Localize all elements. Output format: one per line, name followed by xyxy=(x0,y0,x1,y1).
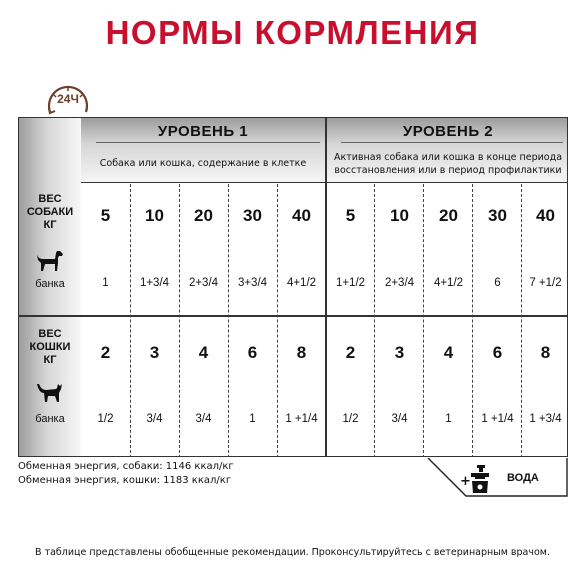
cat-amount-cell: 1 +1/4 xyxy=(285,413,318,425)
cat-weight-cell: 6 xyxy=(247,343,258,362)
cat-amount-cell: 1 +1/4 xyxy=(481,413,514,425)
dog-weight-cell: 20 xyxy=(439,206,458,225)
dog-amount-cell: 4+1/2 xyxy=(286,277,317,289)
dog-weight-cell: 10 xyxy=(390,206,409,225)
level1-description: Собака или кошка, содержание в клетке xyxy=(99,158,307,169)
cat-amount-cell: 3/4 xyxy=(391,413,408,425)
dog-weight-cell: 5 xyxy=(100,206,111,225)
dog-amount-cell: 1+3/4 xyxy=(139,277,170,289)
cat-weight-cell: 6 xyxy=(492,343,503,362)
cat-icon xyxy=(35,381,65,407)
footnote: В таблице представлены обобщенные рекомендации. Проконсультируйтесь с ветеринарным врачом. xyxy=(35,547,550,558)
dog-weight-cell: 20 xyxy=(194,206,213,225)
cat-amount-cell: 1/2 xyxy=(342,413,359,425)
dog-weight-cell: 5 xyxy=(345,206,356,225)
cat-weight-cell: 8 xyxy=(296,343,307,362)
cat-weight-cell: 4 xyxy=(198,343,209,362)
dog-amount-cell: 1 xyxy=(102,277,109,289)
cat-weight-cell: 2 xyxy=(100,343,111,362)
dog-amount-cell: 3+3/4 xyxy=(237,277,268,289)
dog-amount-cell: 7 +1/2 xyxy=(529,277,562,289)
level2-description: Активная собака или кошка в конце периода восстановления или в период профилактики xyxy=(333,152,563,176)
cat-amount-cell: 1 +3/4 xyxy=(529,413,562,425)
dog-weight-cell: 30 xyxy=(488,206,507,225)
dog-amount-cell: 4+1/2 xyxy=(433,277,464,289)
cat-amount-cell: 1 xyxy=(249,413,256,425)
level1-underline xyxy=(96,142,320,143)
cat-weight-cell: 2 xyxy=(345,343,356,362)
dog-weight-cell: 40 xyxy=(536,206,555,225)
water-label: ВОДА xyxy=(507,472,539,484)
cat-weight-label: ВЕС КОШКИ КГ xyxy=(29,328,71,366)
dog-amount-cell: 6 xyxy=(494,277,501,289)
cat-weight-cell: 3 xyxy=(394,343,405,362)
animal-divider xyxy=(19,315,568,317)
dog-icon xyxy=(35,249,65,277)
clock-label: 24Ч xyxy=(57,92,79,106)
dog-weight-label: ВЕС СОБАКИ КГ xyxy=(26,193,74,231)
dog-amount-cell: 2+3/4 xyxy=(188,277,219,289)
cat-weight-cell: 4 xyxy=(443,343,454,362)
cat-amount-cell: 1/2 xyxy=(97,413,114,425)
cat-weight-cell: 3 xyxy=(149,343,160,362)
level2-underline xyxy=(341,142,563,143)
cat-amount-cell: 3/4 xyxy=(146,413,163,425)
level2-title: УРОВЕНЬ 2 xyxy=(402,123,494,140)
clock-icon xyxy=(45,84,91,116)
dog-amount-cell: 1+1/2 xyxy=(335,277,366,289)
header-divider xyxy=(81,182,568,183)
dog-amount-cell: 2+3/4 xyxy=(384,277,415,289)
dog-can-label: банка xyxy=(35,278,65,290)
cat-can-label: банка xyxy=(35,413,65,425)
cat-weight-cell: 8 xyxy=(540,343,551,362)
cat-amount-cell: 1 xyxy=(445,413,452,425)
water-tap-icon xyxy=(460,463,500,499)
feeding-table xyxy=(18,117,568,457)
dog-weight-cell: 40 xyxy=(292,206,311,225)
level1-title: УРОВЕНЬ 1 xyxy=(157,123,249,140)
page-title: НОРМЫ КОРМЛЕНИЯ xyxy=(105,14,480,51)
energy-cat: Обменная энергия, кошки: 1183 ккал/кг xyxy=(18,475,232,486)
dog-weight-cell: 30 xyxy=(243,206,262,225)
energy-dog: Обменная энергия, собаки: 1146 ккал/кг xyxy=(18,461,234,472)
dog-weight-cell: 10 xyxy=(145,206,164,225)
cat-amount-cell: 3/4 xyxy=(195,413,212,425)
svg-text:+: + xyxy=(460,474,471,489)
